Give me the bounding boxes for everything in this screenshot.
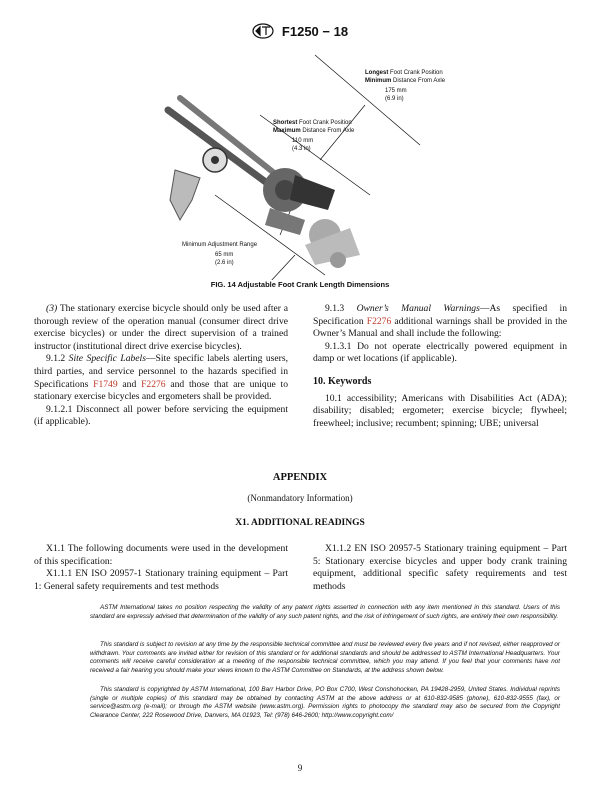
- link-f2276-right[interactable]: F2276: [366, 315, 392, 327]
- astm-logo-icon: [252, 23, 274, 39]
- right-column: [313, 303, 567, 430]
- copyright-notice: This standard is copyrighted by ASTM International, 100 Barr Harbor Drive, PO Box C700, West Conshohocken, PA 19428-2959, United States. Individual reprints (single or multiple copies) of this standard may be obtained by contacting ASTM at the above address or at 610-832-9585 (phone), 610-832-9555 (fax), or service@astm.org (e-mail); or through the ASTM website (www.astm.org). Permission rights to photocopy the standard may also be secured from the Copyright Clearance Center, 222 Rosewood Drive, Danvers, MA 01923, Tel: (978) 646-2600; http://www.copyright.com/: [90, 686, 560, 719]
- figure-caption: FIG. 14 Adjustable Foot Crank Length Dimensions: [210, 280, 390, 289]
- short-mm: 110 mm: [292, 138, 314, 144]
- minimum-label: Minimum Distance From Axle: [365, 78, 446, 84]
- shortest-label: Shortest Foot Crank Position: [273, 120, 352, 126]
- paragraph-9-1-3: 9.1.3 Owner’s Manual Warnings—As specified in Specification F2276 additional warnings shall be provided in the Owner’s Manual and shall include the following:: [313, 303, 568, 340]
- left-column: [34, 303, 288, 429]
- x1-heading: X1. ADDITIONAL READINGS: [235, 518, 365, 528]
- keywords-heading: 10. Keywords: [313, 375, 372, 387]
- keywords-text: 10.1 accessibility; Americans with Disabilities Act (ADA); disability; disabled; ergometer; exercise bicycle; flywheel; freewheel; inclusive; recumbent; spinning; UBE; universal: [313, 392, 567, 429]
- min-adjustment-label: Minimum Adjustment Range: [182, 242, 258, 248]
- long-mm: 175 mm: [385, 88, 407, 94]
- revision-notice: This standard is subject to revision at any time by the responsible technical committee and must be reviewed every five years and if not revised, either reapproved or withdrawn. Your comments are invited either for revision of this standard or for additional standards and should be addressed to ASTM International Headquarters. Your comments will receive careful consideration at a meeting of the responsible technical committee, which you may attend. If you feel that your comments have not received a fair hearing you should make your views known to the ASTM Committee on Standards, at the address shown below.: [90, 641, 560, 674]
- paragraph-9-1-3-1: 9.1.3.1 Do not operate electrically powered equipment in damp or wet locations (if applicable).: [313, 340, 567, 365]
- patent-notice: ASTM International takes no position respecting the validity of any patent rights asserted in connection with any item mentioned in this standard. Users of this standard are expressly advised that determination of the validity of any such patent rights, and the risk of infringement of such rights, are entirely their own responsibility.: [90, 604, 560, 620]
- link-f1749[interactable]: F1749: [93, 378, 118, 390]
- adj-mm: 65 mm: [215, 252, 234, 258]
- foot-crank-figure: [120, 50, 480, 280]
- link-f2276[interactable]: F2276: [141, 378, 166, 390]
- paragraph-9-1-2-1: 9.1.2.1 Disconnect all power before servicing the equipment (if applicable).: [34, 403, 288, 428]
- paragraph-9-1-2: 9.1.2 Site Specific Labels—Site specific labels alerting users, third parties, and service personnel to the hazards specified in Specifications F1749 and F2276 and those that are unique to stationary exercise bicycles and ergometers shall be provided.: [34, 353, 288, 403]
- appendix-right-column: [313, 543, 567, 593]
- short-in: (4.3 in): [292, 146, 311, 152]
- long-in: (6.9 in): [385, 96, 404, 102]
- page-header: [0, 22, 600, 40]
- paragraph-x1-1-1: X1.1.1 EN ISO 20957-1 Stationary training equipment – Part 1: General safety requirements and test methods: [34, 568, 288, 592]
- longest-label: Longest Foot Crank Position: [365, 70, 443, 76]
- paragraph-x1-1-2: X1.1.2 EN ISO 20957-5 Stationary training equipment – Part 5: Stationary exercise bicycles and upper body crank training equipment, additional specific safety requirements and test methods: [313, 543, 567, 592]
- appendix-left-column: [34, 543, 288, 593]
- appendix-title: APPENDIX: [272, 472, 328, 483]
- appendix-subtitle: (Nonmandatory Information): [247, 493, 353, 503]
- adj-in: (2.6 in): [215, 260, 234, 266]
- paragraph-3: (3) The stationary exercise bicycle should only be used after a thorough review of the operation manual (consumer direct drive exercise bicycles) or under the direct supervision of a trained instructor (institutional direct drive exercise bicycles).: [34, 303, 288, 352]
- document-id: F1250 − 18: [281, 23, 349, 39]
- maximum-label: Maximum Distance From Axle: [273, 128, 355, 134]
- page-number: 9: [297, 763, 303, 773]
- paragraph-x1-1: X1.1 The following documents were used in the development of this specification:: [34, 543, 288, 567]
